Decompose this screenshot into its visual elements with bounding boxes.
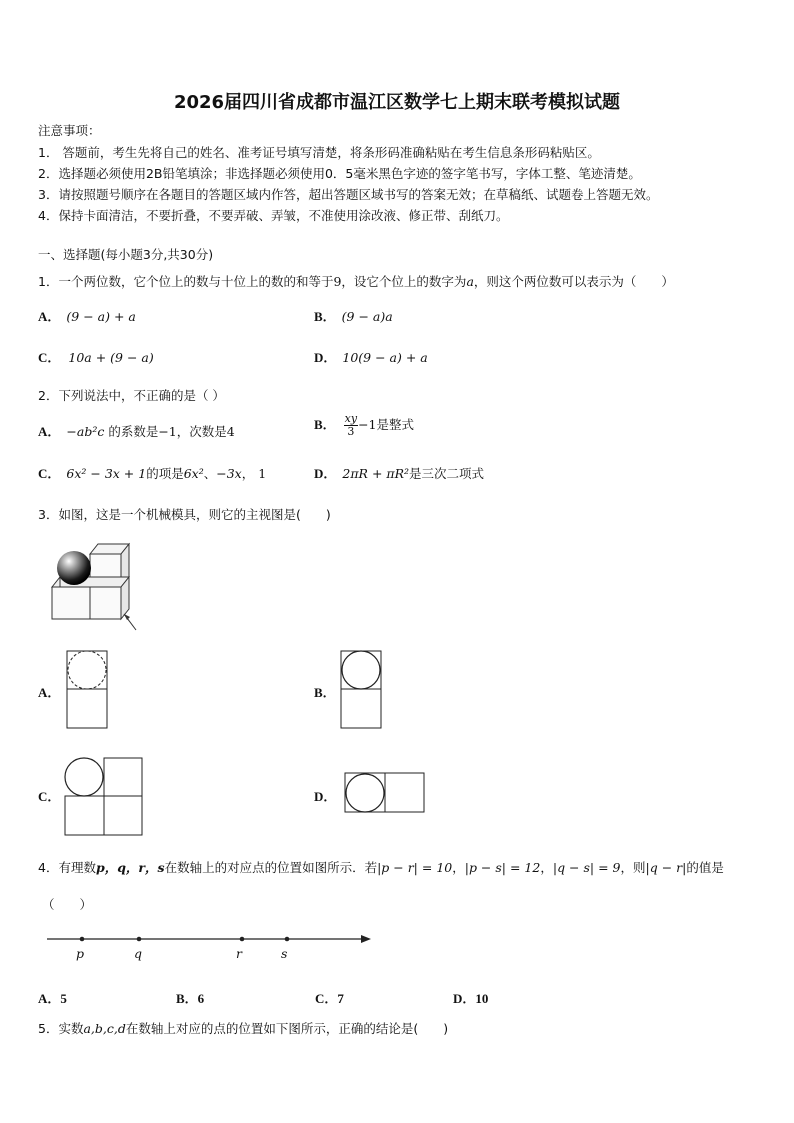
q5-vars: a,b,c,d [83, 1021, 126, 1036]
q4-answer-paren: （ ） [42, 897, 93, 912]
q3-option-d-label: D． [314, 789, 337, 804]
q4-stem-end2: 的值是 [686, 860, 724, 875]
q2-option-c[interactable] [38, 463, 266, 482]
q2-a-math: −ab²c [66, 424, 105, 439]
q2-c-m1: 6x² [183, 466, 204, 481]
q4-option-d[interactable]: D．10 [453, 991, 489, 1006]
mold-ball [57, 551, 91, 585]
q2-option-b[interactable] [314, 413, 414, 438]
q2-option-a-label: A． [38, 424, 61, 439]
q3-option-d-figure[interactable] [344, 772, 426, 814]
q2-c-m3: 1 [258, 466, 267, 481]
q1-option-d-label: D． [314, 350, 337, 365]
q3-option-c-figure[interactable] [64, 757, 144, 837]
q2-option-d[interactable] [314, 463, 484, 482]
q4-cond-3: |q − s| = 9 [552, 860, 621, 875]
notice-item-2: 2．选择题必须使用2B铅笔填涂；非选择题必须使用0．5毫米黑色字迹的签字笔书写，字体工整、笔迹清楚。 [38, 166, 641, 181]
q2-option-d-label: D． [314, 466, 337, 481]
q2-c-text1: 的项是 [146, 466, 184, 481]
q2-b-fraction [344, 413, 358, 438]
q4-point-q [137, 937, 142, 942]
q4-number-line [45, 930, 375, 970]
section-heading: 一、选择题(每小题3分,共30分) [38, 247, 214, 262]
question-5-stem [38, 1019, 448, 1037]
q3-option-c-label: C． [38, 789, 61, 804]
q1-option-b-label: B． [314, 309, 336, 324]
q1-option-a-expr: (9 − a) + a [66, 309, 136, 324]
q1-var-a: a [466, 274, 474, 289]
q4-point-s [285, 937, 290, 942]
q3-option-a-figure[interactable] [66, 650, 108, 730]
q1-nine: 9 [333, 274, 342, 289]
q1-option-c[interactable] [38, 347, 154, 366]
q1-option-c-expr: 10a + (9 − a) [68, 350, 154, 365]
q4-label-s: s [281, 946, 288, 961]
notice-heading: 注意事项： [38, 123, 101, 138]
q3-option-b-label: B． [314, 685, 336, 700]
q2-d-math: 2πR + πR² [342, 466, 410, 481]
q2-option-a[interactable] [38, 421, 235, 440]
q1-option-b[interactable] [314, 306, 393, 325]
q2-b-math: −1 [358, 417, 377, 432]
q2-a-m1: −1 [158, 424, 177, 439]
q4-stem-pre: 4．有理数 [38, 860, 96, 875]
q2-option-b-label: B． [314, 417, 336, 432]
q2-c-math: 6x² − 3x + 1 [66, 466, 147, 481]
q4-stem-mid: 在数轴上的对应点的位置如图所示．若 [164, 860, 378, 875]
notice-item-4: 4．保持卡面清洁，不要折叠，不要弄破、弄皱，不准使用涂改液、修正带、刮纸刀。 [38, 208, 509, 223]
q4-cond-1: |p − r| = 10 [377, 860, 453, 875]
q4-point-r [240, 937, 245, 942]
question-4-stem: 4．有理数p，q，r，s在数轴上的对应点的位置如图所示．若|p − r| = 10，|p − s| = 12，|q − s| = 9，则|q − r|的值是 [38, 860, 724, 875]
question-3-stem: 3．如图，这是一个机械模具，则它的主视图是( ) [38, 507, 331, 522]
q1-option-d-expr: 10(9 − a) + a [342, 350, 428, 365]
q2-c-sep2: ， [241, 466, 255, 481]
q2-b-text: 是整式 [376, 417, 415, 432]
q1-option-d[interactable] [314, 347, 428, 366]
q2-option-c-label: C． [38, 466, 61, 481]
q4-vars: p，q，r，s [95, 860, 165, 875]
q4-cond-4: |q − r| [645, 860, 687, 875]
q1-stem-mid: ，设它个位上的数字为 [341, 274, 467, 289]
question-2-stem: 2．下列说法中，不正确的是（ ） [38, 388, 225, 403]
q2-c-m2: −3x [216, 466, 242, 481]
mold-figure [44, 540, 144, 635]
q5-stem-pre: 5．实数 [38, 1021, 84, 1036]
question-1-stem [38, 272, 674, 290]
q3-option-b-figure[interactable] [340, 650, 382, 730]
q4-label-p: p [76, 946, 85, 961]
q1-option-b-expr: (9 − a)a [341, 309, 393, 324]
q4-label-q: q [134, 946, 143, 961]
q4-option-a[interactable]: A．5 [38, 991, 67, 1006]
q3-option-a-label: A． [38, 685, 61, 700]
q2-a-m2: 4 [226, 424, 235, 439]
q1-stem-pre: 1．一个两位数，它个位上的数与十位上的数的和等于 [38, 274, 334, 289]
notice-item-1: 1． 答题前，考生先将自己的姓名、准考证号填写清楚，将条形码准确粘贴在考生信息条形码粘贴区。 [38, 145, 600, 160]
q4-cond-2: |p − s| = 12 [464, 860, 541, 875]
q4-option-b[interactable]: B．6 [176, 991, 205, 1006]
q2-b-numerator: xy [344, 412, 358, 425]
q2-c-sep1: 、 [203, 466, 217, 481]
q1-stem-post: ，则这个两位数可以表示为（ ） [473, 274, 674, 289]
q2-d-text: 是三次二项式 [409, 466, 485, 481]
q4-label-r: r [236, 946, 242, 961]
q5-stem-post: 在数轴上对应的点的位置如下图所示，正确的结论是( ) [125, 1021, 449, 1036]
q1-option-c-label: C． [38, 350, 61, 365]
q2-a-text1: 的系数是 [104, 424, 159, 439]
page-title: 2026届四川省成都市温江区数学七上期末联考模拟试题 [173, 92, 621, 113]
notice-item-3: 3．请按照题号顺序在各题目的答题区域内作答，超出答题区域书写的答案无效；在草稿纸、试题卷上答题无效。 [38, 187, 659, 202]
q1-option-a-label: A． [38, 309, 61, 324]
q2-a-text2: ，次数是 [176, 424, 227, 439]
q1-option-a[interactable] [38, 306, 136, 325]
q4-option-c[interactable]: C．7 [315, 991, 344, 1006]
q4-stem-end1: ，则 [620, 860, 646, 875]
q4-point-p [80, 937, 85, 942]
q2-b-denominator: 3 [347, 425, 355, 438]
